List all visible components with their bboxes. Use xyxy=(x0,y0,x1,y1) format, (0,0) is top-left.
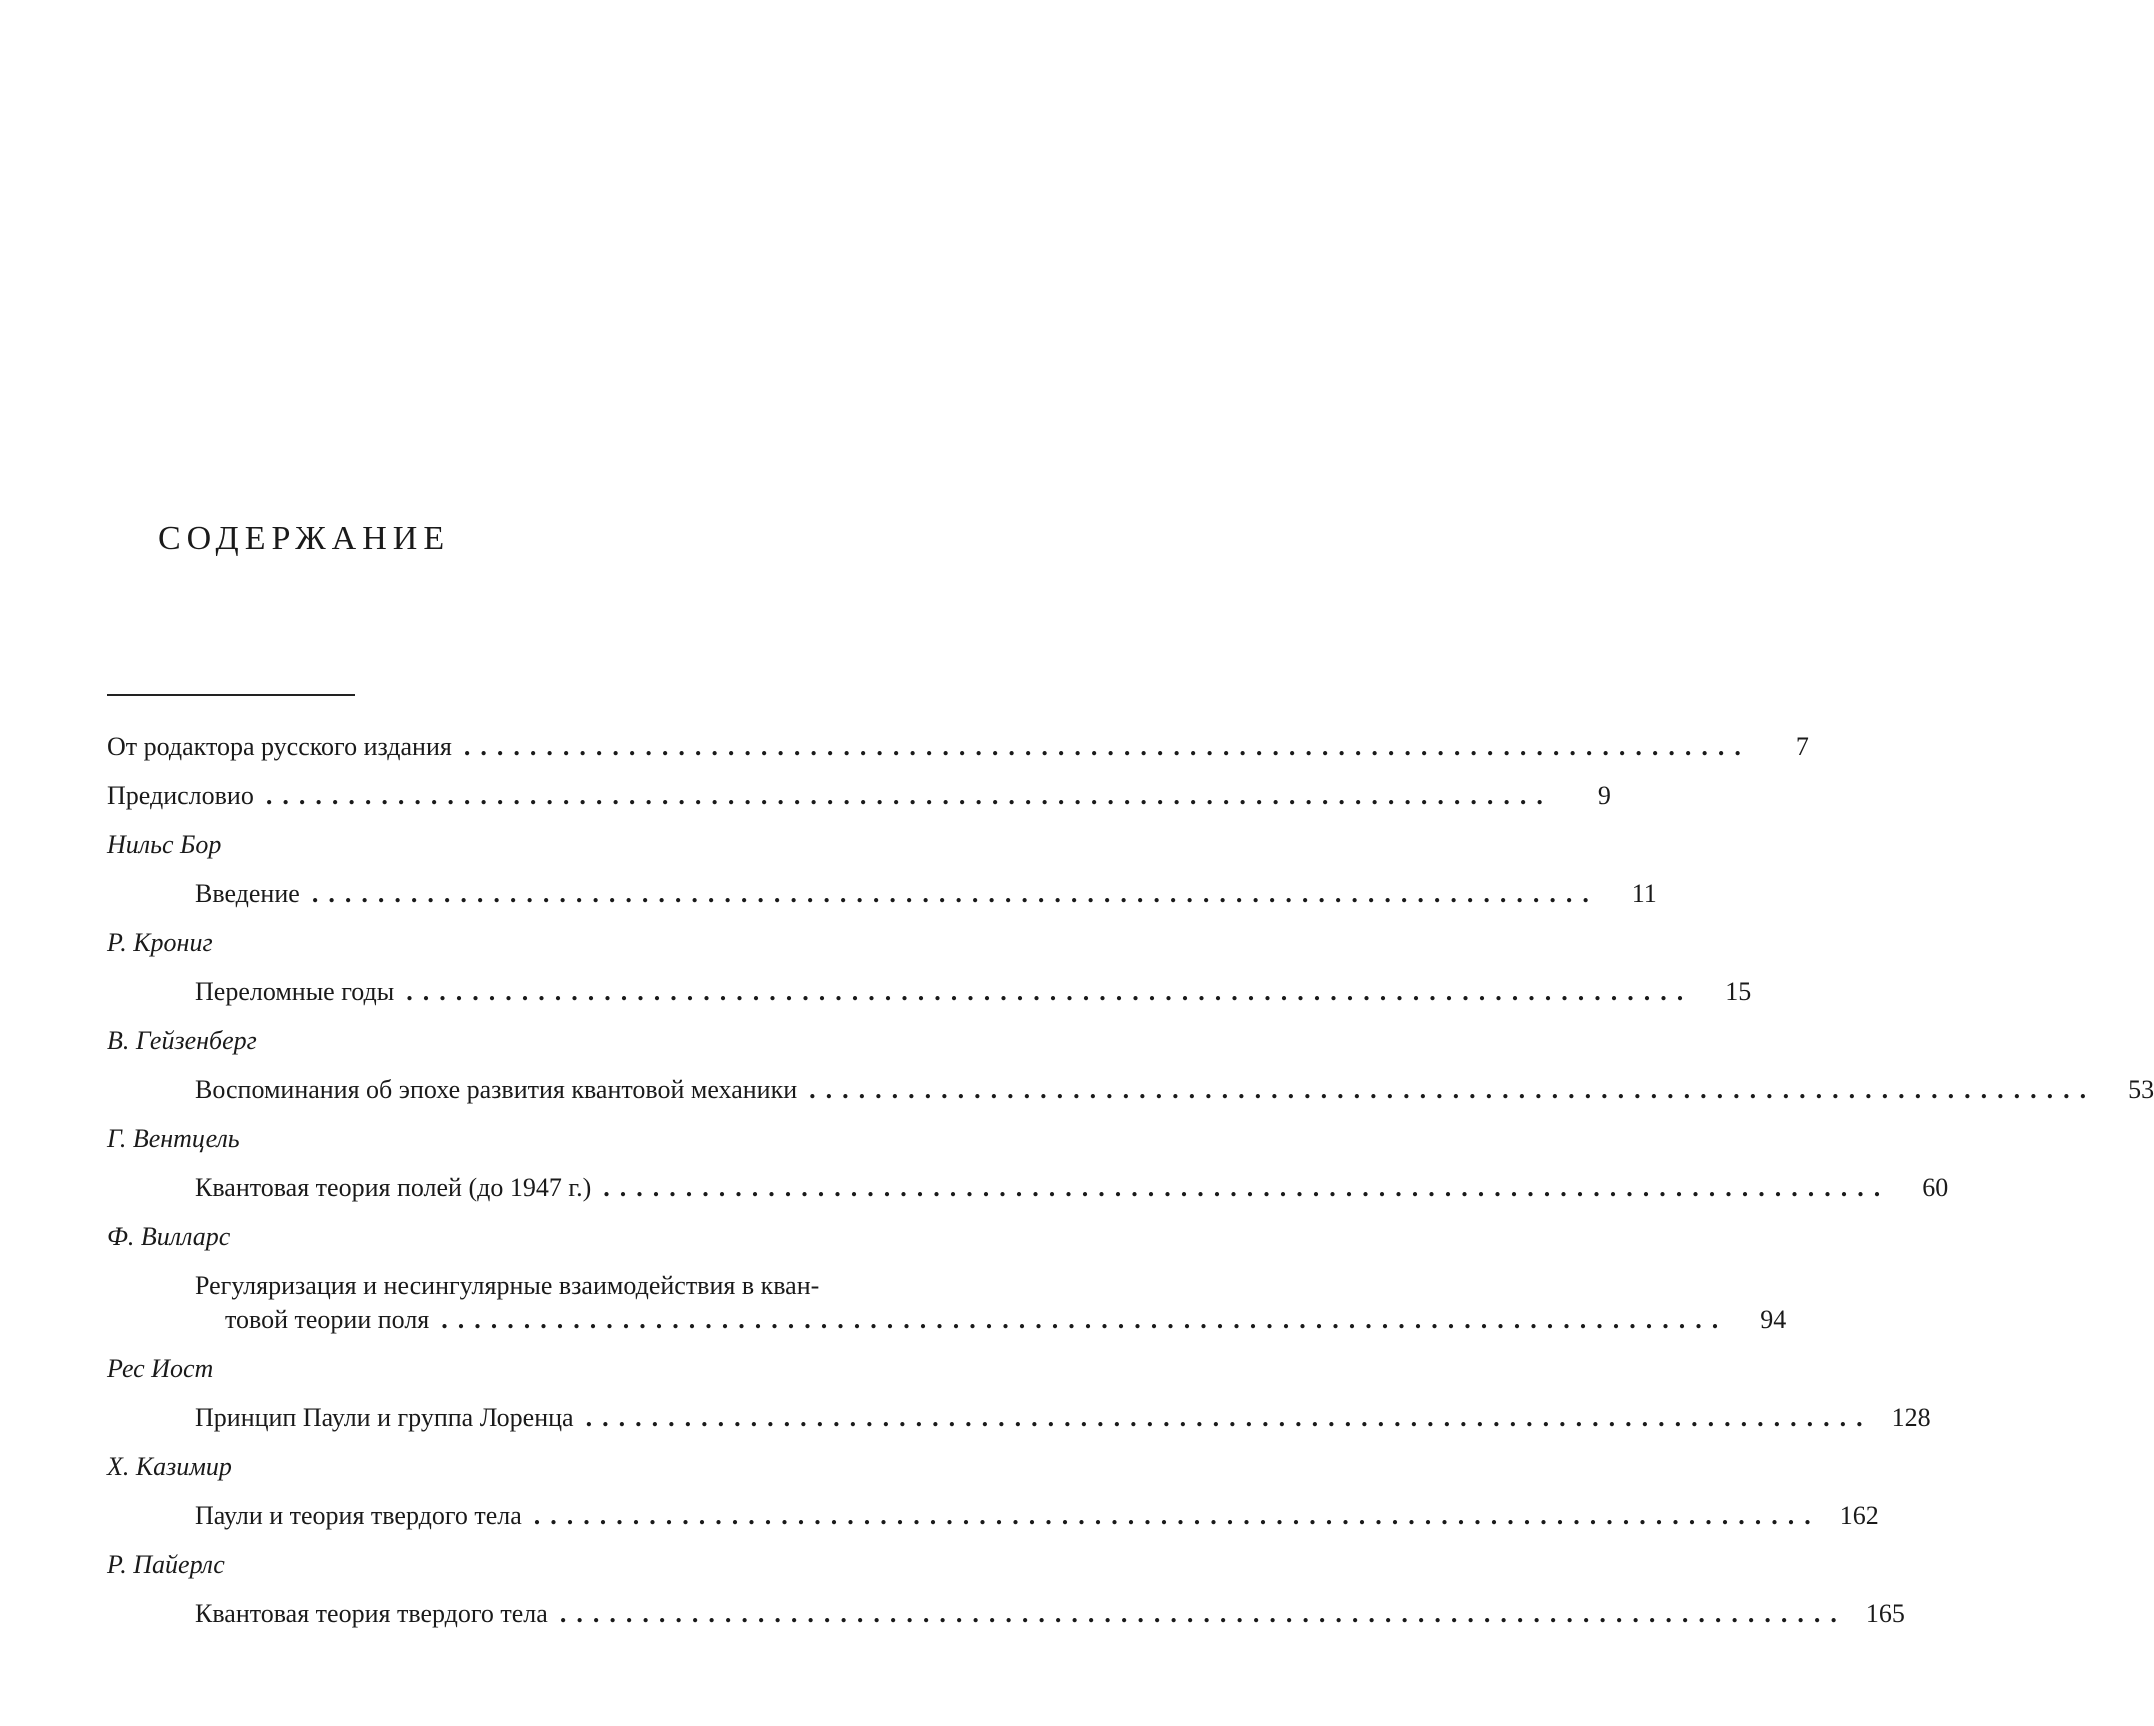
toc-entry[interactable] xyxy=(107,1073,2154,1107)
dot-leader: .............................................................................. xyxy=(585,1403,1873,1432)
toc-author: Ф. Вилларс xyxy=(107,1222,231,1251)
toc-entry[interactable] xyxy=(107,877,1657,911)
toc-entry-title: Квантовая теория твердого тела xyxy=(195,1599,548,1628)
page-title: СОДЕРЖАНИЕ xyxy=(158,520,451,557)
toc-author: Р. Пайерлс xyxy=(107,1550,225,1579)
dot-leader: .............................................................................. xyxy=(559,1599,1847,1628)
toc-entry-title: Квантовая теория полей (до 1947 г.) xyxy=(195,1173,592,1202)
toc-author: Рес Иост xyxy=(107,1354,214,1383)
toc-entry-page: 9 xyxy=(1597,781,1611,810)
toc-entry-page: 7 xyxy=(1795,732,1809,761)
dot-leader: .............................................................................. xyxy=(463,732,1751,761)
divider-rule xyxy=(107,694,355,696)
dot-leader: .............................................................................. xyxy=(533,1501,1821,1530)
toc-entry[interactable] xyxy=(107,730,1809,764)
toc-author: В. Гейзенберг xyxy=(107,1026,257,1055)
toc-entry-page: 162 xyxy=(1839,1501,1879,1530)
toc-entry-title: Паули и теория твердого тела xyxy=(195,1501,522,1530)
toc-entry[interactable] xyxy=(107,1499,1879,1533)
toc-entry-title: От родактора русского издания xyxy=(107,732,452,761)
toc-entry[interactable] xyxy=(107,1303,1787,1337)
toc-entry[interactable] xyxy=(107,1401,1931,1435)
toc-author: Нильс Бор xyxy=(107,830,222,859)
dot-leader: .............................................................................. xyxy=(311,879,1599,908)
toc-author: Г. Вентцель xyxy=(107,1124,240,1153)
toc-entry-title: Предисловио xyxy=(107,781,254,810)
toc-entry[interactable] xyxy=(107,1171,1949,1205)
toc-entry-title: Введение xyxy=(195,879,300,908)
toc-entry[interactable] xyxy=(107,975,1752,1009)
toc-entry-title: Воспоминания об эпохе развития квантовой механики xyxy=(195,1075,798,1104)
toc-entry-page: 60 xyxy=(1922,1173,1949,1202)
toc-author: Р. Крониг xyxy=(107,928,213,957)
dot-leader: .............................................................................. xyxy=(603,1173,1891,1202)
dot-leader: .............................................................................. xyxy=(441,1305,1729,1334)
toc-entry-page: 11 xyxy=(1631,879,1657,908)
toc-entry-page: 15 xyxy=(1725,977,1752,1006)
toc-entry-page: 94 xyxy=(1760,1305,1787,1334)
toc-entry-title-line1: Регуляризация и несингулярные взаимодействия в кван- xyxy=(195,1271,820,1300)
toc-author: Х. Казимир xyxy=(107,1452,232,1481)
toc-entry-page: 128 xyxy=(1891,1403,1931,1432)
dot-leader: .............................................................................. xyxy=(406,977,1694,1006)
toc-entry-page: 165 xyxy=(1865,1599,1905,1628)
toc-entry-title: товой теории поля xyxy=(225,1305,430,1334)
dot-leader: .............................................................................. xyxy=(809,1075,2097,1104)
toc-entry-page: 53 xyxy=(2128,1075,2154,1104)
toc-entry[interactable] xyxy=(107,779,1611,813)
dot-leader: .............................................................................. xyxy=(265,781,1553,810)
toc-entry-title: Принцип Паули и группа Лоренца xyxy=(195,1403,574,1432)
toc-entry-title: Переломные годы xyxy=(195,977,395,1006)
toc-entry[interactable] xyxy=(107,1597,1905,1631)
